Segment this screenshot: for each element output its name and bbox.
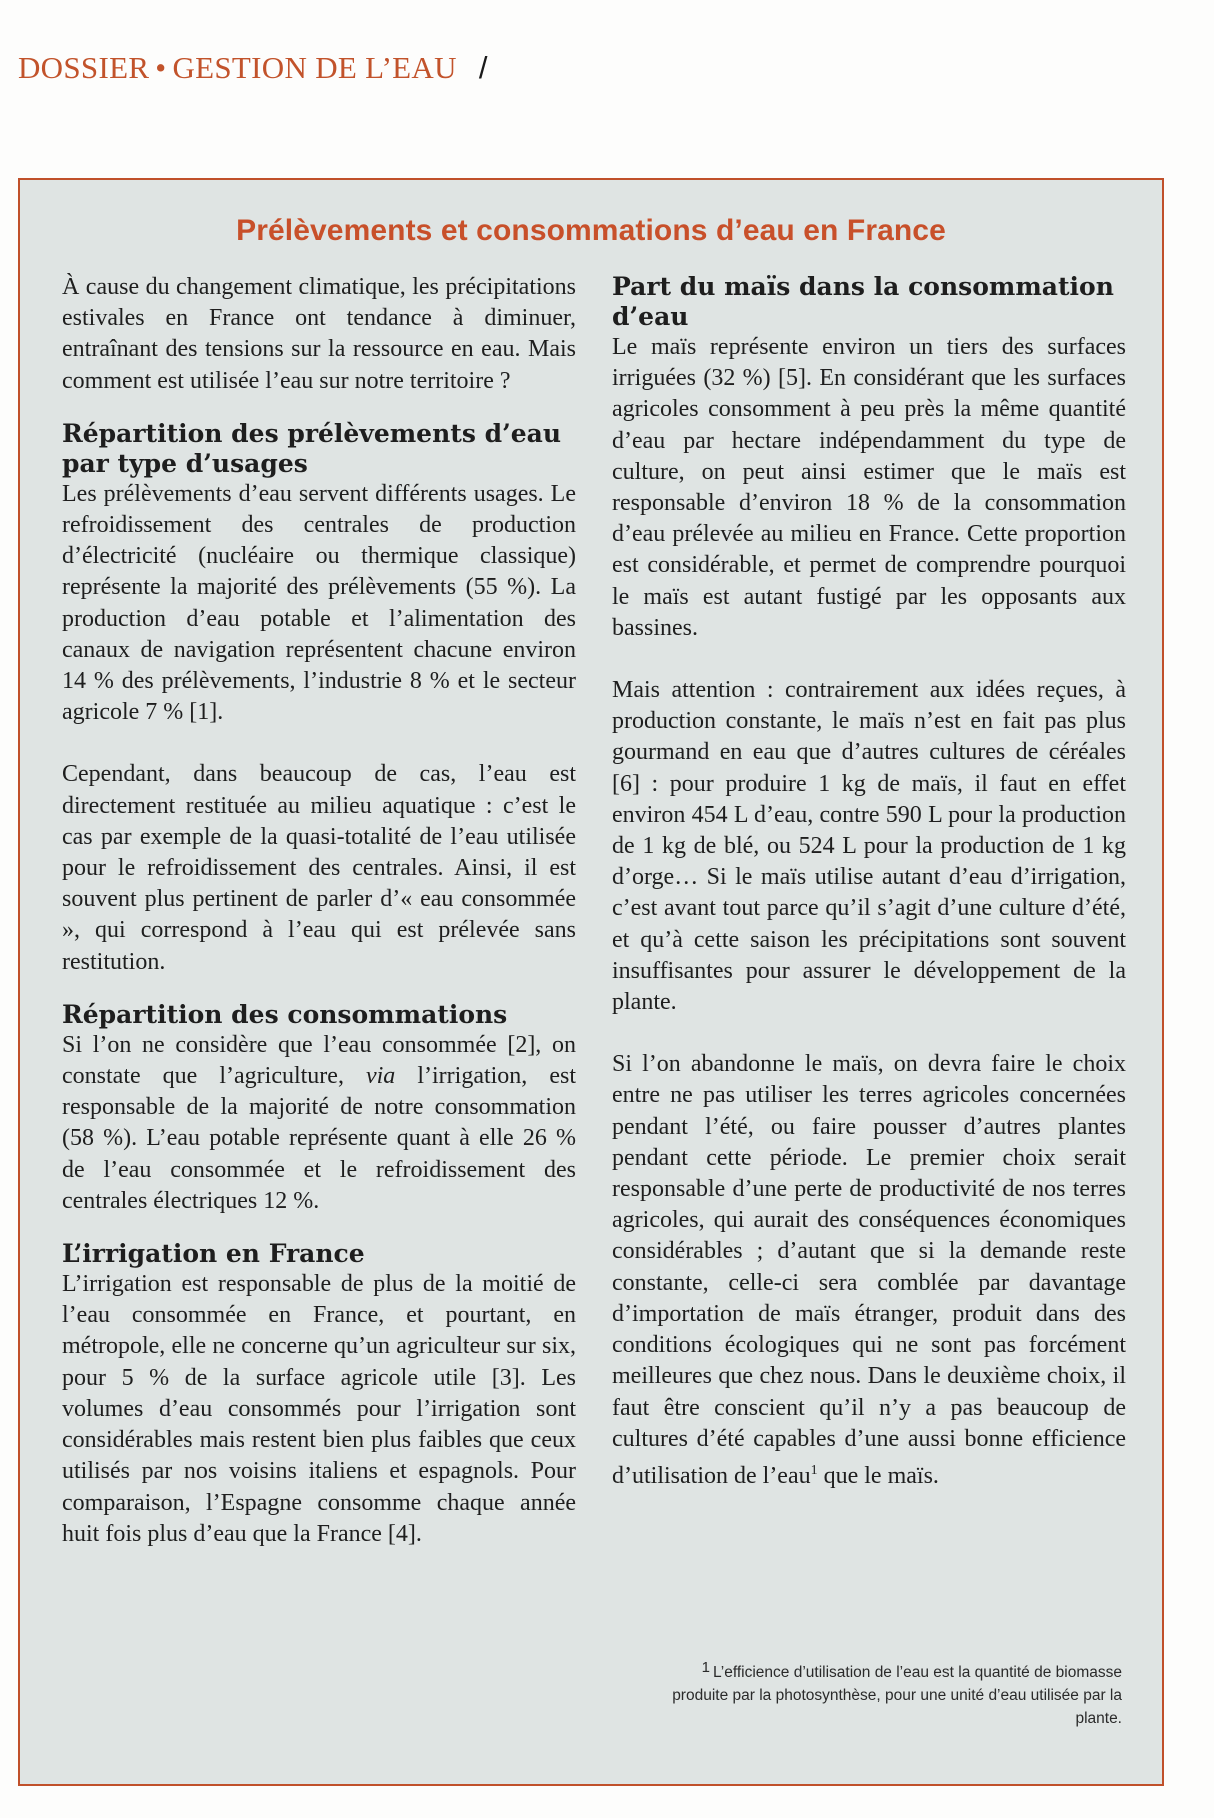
- footnote: [652, 1656, 1122, 1730]
- paragraph-mais-abandon: [612, 1049, 1126, 1492]
- running-head: [18, 50, 488, 86]
- paragraph-mais-part: Le maïs représente environ un tiers des surfaces irriguées (32 %) [5]. En considérant que les surfaces agricoles consomment à peu près la même quantité d’eau par hectare indépendamment du type de culture, on peut ainsi estimer que le maïs est responsable d’environ 18 % de la consommation d’eau prélevée au milieu en France. Cette proportion est considérable, et permet de comprendre pourquoi le maïs est autant fustigé par les opposants aux bassines.: [612, 334, 1126, 641]
- info-box: [18, 178, 1164, 1786]
- text-run: Si l’on abandonne le maïs, on devra faire le choix entre ne pas utiliser les terres agricoles concernées pendant l’été, ou faire pousser d’autres plantes pendant cette période. Le premier choix serait responsable d’une perte de productivité de nos terres agricoles, qui aurait des conséquences économiques considérables ; d’autant que si la demande reste constante, celle-ci sera comblée par davantage d’importation de maïs étranger, produit dans des conditions écologiques qui ne sont pas forcément meilleures que chez nous. Dans le deuxième choix, il faut être conscient qu’il n’y a pas beaucoup de cultures d’été capables d’une aussi bonne efficience d’utilisation de l’eau: [612, 1051, 1126, 1489]
- footnote-marker: 1: [701, 1659, 710, 1676]
- paragraph-consommations: [62, 1030, 576, 1217]
- intro-paragraph: À cause du changement climatique, les précipitations estivales en France ont tendance à diminuer, entraînant des tensions sur la ressource en eau. Mais comment est utilisée l’eau sur notre territoire ?: [62, 274, 576, 394]
- italic-via: via: [365, 1063, 396, 1090]
- paragraph-mais-attention: Mais attention : contrairement aux idées reçues, à production constante, le maïs n’est en fait pas plus gourmand en eau que d’autres cultures de céréales [6] : pour produire 1 kg de maïs, il faut en effet environ 454 L d’eau, contre 590 L pour la production de 1 kg de blé, ou 524 L pour la production de 1 kg d’orge… Si le maïs utilise autant d’eau d’irrigation, c’est avant tout parce qu’il s’agit d’une culture d’été, et qu’à cette saison les précipitations sont souvent insuffisantes pour assurer le développement de la plante.: [612, 677, 1126, 1016]
- running-head-section: DOSSIER: [18, 50, 150, 85]
- text-run: l’irrigation, est responsable de la majorité de notre consommation (58 %). L’eau potable représente quant à elle 26 % de l’eau consommée et le refroidissement des centrales électriques 12 %.: [62, 1063, 576, 1214]
- left-column: [62, 272, 576, 1550]
- section-heading-consommations: Répartition des consommations: [62, 999, 508, 1029]
- paragraph-restitution: Cependant, dans beaucoup de cas, l’eau est directement restituée au milieu aquatique : c’est le cas par exemple de la quasi-totalité de l’eau utilisée pour le refroidissement des centrales. Ainsi, il est souvent plus pertinent de parler d’« eau consommée », qui correspond à l’eau qui est prélevée sans restitution.: [62, 761, 576, 975]
- paragraph-prelevements: Les prélèvements d’eau servent différents usages. Le refroidissement des centrales de production d’électricité (nucléaire ou thermique classique) représente la majorité des prélèvements (55 %). La production d’eau potable et l’alimentation des canaux de navigation représentent chacune environ 14 % des prélèvements, l’industrie 8 % et le secteur agricole 7 % [1].: [62, 480, 576, 726]
- bullet-separator: •: [155, 50, 167, 85]
- text-run: Si l’on ne considère que l’eau consommée [2], on constate que l’agriculture,: [62, 1031, 576, 1090]
- box-title: Prélèvements et consommations d’eau en France: [236, 214, 946, 247]
- slash-mark: /: [478, 50, 488, 85]
- section-heading-prelevements: Répartition des prélèvements d’eau par type d’usages: [62, 418, 562, 478]
- running-head-topic: GESTION DE L’EAU: [172, 50, 457, 85]
- footnote-text: L’efficience d’utilisation de l’eau est la quantité de biomasse produite par la photosynthèse, pour une unité d’eau utilisée par la plante.: [672, 1664, 1122, 1727]
- section-heading-mais: Part du maïs dans la consommation d’eau: [612, 272, 1114, 331]
- paragraph-irrigation: L’irrigation est responsable de plus de la moitié de l’eau consommée en France, et pourtant, en métropole, elle ne concerne qu’un agriculteur sur six, pour 5 % de la surface agricole utile [3]. Les volumes d’eau consommés pour l’irrigation sont considérables mais restent bien plus faibles que ceux utilisés par nos voisins italiens et espagnols. Pour comparaison, l’Espagne consomme chaque année huit fois plus d’eau que la France [4].: [62, 1271, 576, 1547]
- right-column: [612, 272, 1126, 1492]
- section-heading-irrigation: L’irrigation en France: [62, 1239, 365, 1269]
- footnote-reference[interactable]: 1: [810, 1462, 818, 1478]
- text-run: que le maïs.: [817, 1462, 939, 1489]
